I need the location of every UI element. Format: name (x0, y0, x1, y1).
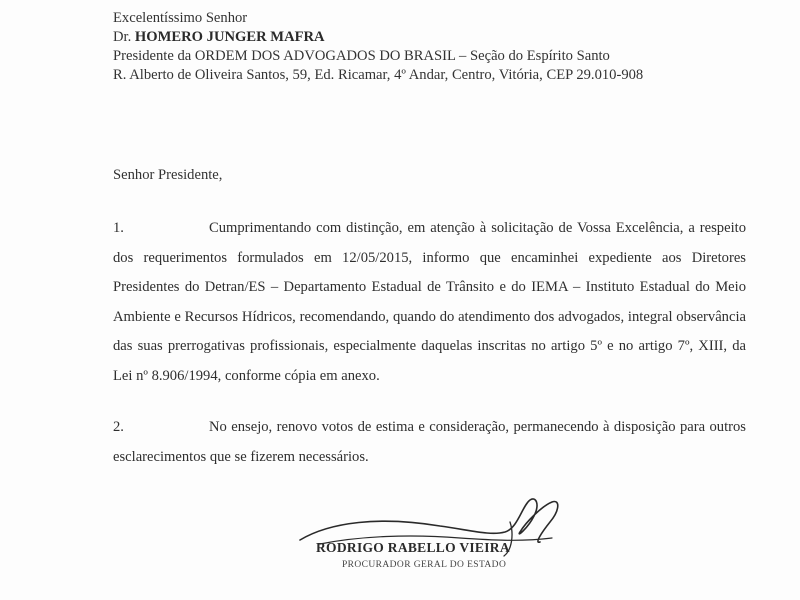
paragraph-number: 1. (113, 220, 124, 236)
signature-block (290, 492, 570, 582)
recipient-address: R. Alberto de Oliveira Santos, 59, Ed. Ricamar, 4º Andar, Centro, Vitória, CEP 29.010-908 (113, 67, 644, 83)
recipient-name: HOMERO JUNGER MAFRA (134, 29, 325, 45)
recipient-name-line (113, 28, 643, 47)
signer-title: PROCURADOR GERAL DO ESTADO (342, 560, 507, 570)
paragraph-text: Cumprimentando com distinção, em atenção à solicitação de Vossa Excelência, a respeito dos requerimentos formulados em 12/05/2015, informo que encaminhei expediente aos Diretores Presidentes do Detran/ES – Departamento Estadual de Trânsito e do IEMA – Instituto Estadual do Meio Ambiente e Recursos Hídricos, recomendando, quando do atendimento dos advogados, integral observância das suas prerrogativas profissionais, especialmente daquelas inscritas no artigo 5º e no artigo 7º, XIII, da Lei nº 8.906/1994, conforme cópia em anexo. (113, 220, 746, 384)
paragraph-2 (113, 413, 746, 472)
salutation: Senhor Presidente, (113, 167, 223, 183)
paragraph-number: 2. (113, 419, 124, 435)
paragraph-text: No ensejo, renovo votos de estima e consideração, permanecendo à disposição para outros esclarecimentos que se fizerem necessários. (113, 419, 746, 465)
recipient-greeting: Excelentíssimo Senhor (113, 10, 248, 26)
paragraph-1 (113, 214, 746, 391)
signer-name: RODRIGO RABELLO VIEIRA (316, 540, 510, 555)
recipient-position: Presidente da ORDEM DOS ADVOGADOS DO BRASIL – Seção do Espírito Santo (113, 48, 610, 64)
recipient-title-prefix: Dr. (113, 29, 135, 45)
recipient-address-block (113, 9, 643, 85)
